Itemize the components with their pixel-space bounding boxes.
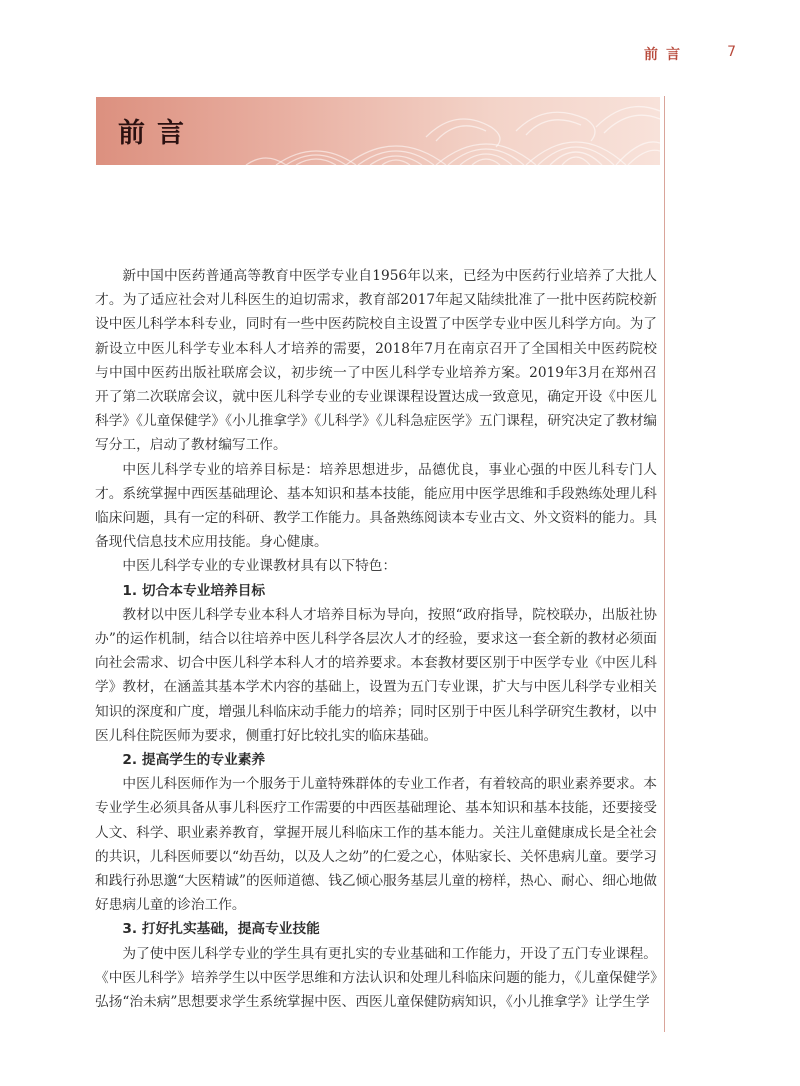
running-header-section-title: 前言 bbox=[644, 47, 688, 63]
paragraph: 中医儿科医师作为一个服务于儿童特殊群体的专业工作者，有着较高的职业素养要求。本专业学生必须具备从事儿科医疗工作需要的中西医基础理论、基本知识和基本技能，还要接受人文、科学、职业素养教育，掌握开展儿科临床工作的基本能力。关注儿童健康成长是全社会的共识，儿科医师要以“幼吾幼，以及人之幼”的仁爱之心，体贴家长、关怀患病儿童。要学习和践行孙思邈“大医精诚”的医师道德、钱乙倾心服务基层儿童的榜样，热心、耐心、细心地做好患病儿童的诊治工作。 bbox=[95, 776, 657, 914]
preface-body bbox=[95, 264, 657, 1014]
section-heading: 1. 切合本专业培养目标 bbox=[122, 582, 266, 599]
page-number: 7 bbox=[727, 44, 736, 60]
section-heading: 2. 提高学生的专业素养 bbox=[122, 752, 266, 769]
section-heading: 3. 打好扎实基础，提高专业技能 bbox=[122, 921, 320, 938]
paragraph: 中医儿科学专业的培养目标是：培养思想进步，品德优良，事业心强的中医儿科专门人才。系统掌握中西医基础理论、基本知识和基本技能，能应用中医学思维和手段熟练处理儿科临床问题，具有一定的科研、教学工作能力。具备熟练阅读本专业古文、外文资料的能力。具备现代信息技术应用技能。身心健康。 bbox=[95, 461, 657, 551]
paragraph: 教材以中医儿科学专业本科人才培养目标为导向，按照“政府指导，院校联办，出版社协办”的运作机制，结合以往培养中医儿科学各层次人才的经验，要求这一套全新的教材必须面向社会需求、切合中医儿科学本科人才的培养要求。本套教材要区别于中医学专业《中医儿科学》教材，在涵盖其基本学术内容的基础上，设置为五门专业课，扩大与中医儿科学专业相关知识的深度和广度，增强儿科临床动手能力的培养；同时区别于中医儿科学研究生教材，以中医儿科住院医师为要求，侧重打好比较扎实的临床基础。 bbox=[95, 606, 657, 744]
paragraph: 为了使中医儿科学专业的学生具有更扎实的专业基础和工作能力，开设了五门专业课程。《中医儿科学》培养学生以中医学思维和方法认识和处理儿科临床问题的能力，《儿童保健学》弘扬“治未病”思想要求学生系统掌握中医、西医儿童保健防病知识，《小儿推拿学》让学生学 bbox=[95, 945, 657, 1011]
paragraph: 新中国中医药普通高等教育中医学专业自1956年以来，已经为中医药行业培养了大批人才。为了适应社会对儿科医生的迫切需求，教育部2017年起又陆续批准了一批中医药院校新设中医儿科学本科专业，同时有一些中医药院校自主设置了中医学专业中医儿科学方向。为了新设立中医儿科学专业本科人才培养的需要，2018年7月在南京召开了全国相关中医药院校与中国中医药出版社联席会议，初步统一了中医儿科学专业培养方案。2019年3月在郑州召开了第二次联席会议，就中医儿科学专业的专业课课程设置达成一致意见，确定开设《中医儿科学》《儿童保健学》《小儿推拿学》《儿科学》《儿科急症医学》五门课程，研究决定了教材编写分工，启动了教材编写工作。 bbox=[95, 268, 657, 454]
chapter-banner bbox=[96, 97, 660, 165]
paragraph: 中医儿科学专业的专业课教材具有以下特色： bbox=[122, 558, 397, 575]
running-header bbox=[0, 44, 800, 64]
chapter-title: 前言 bbox=[118, 118, 196, 149]
margin-rule bbox=[664, 96, 665, 1032]
